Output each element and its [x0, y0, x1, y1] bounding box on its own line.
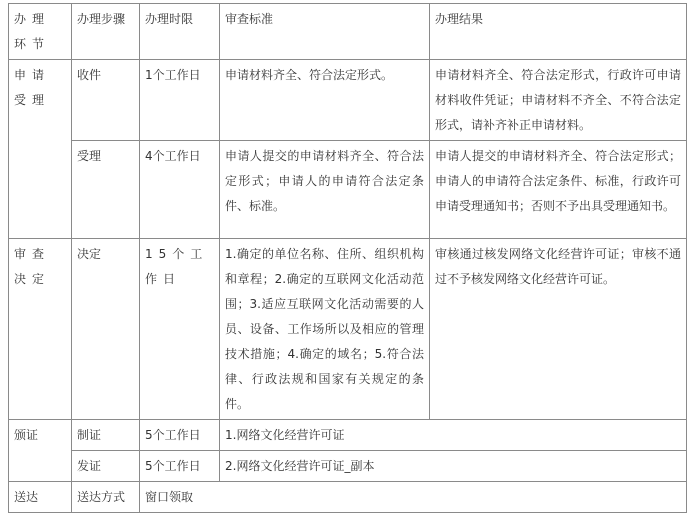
step-deliver-cert: 发证 [72, 451, 140, 482]
delivery-method-value: 窗口领取 [140, 482, 687, 513]
criteria-decide: 1.确定的单位名称、住所、组织机构和章程；2.确定的互联网文化活动范围；3.适应互联网文化活动需要的人员、设备、工作场所以及相应的管理技术措施；4.确定的域名；5.符合法律、行政法规和国家有关规定的条件。 [220, 239, 430, 420]
result-decide: 审核通过核发网络文化经营许可证；审核不通过不予核发网络文化经营许可证。 [430, 239, 687, 420]
stage-delivery: 送达 [9, 482, 72, 513]
stage-issue: 颁证 [9, 420, 72, 482]
criteria-receive: 申请材料齐全、符合法定形式。 [220, 60, 430, 141]
time-limit-deliver-cert: 5个工作日 [140, 451, 220, 482]
header-row [9, 4, 687, 60]
step-accept: 受理 [72, 141, 140, 239]
table-row [9, 141, 687, 239]
table-row [9, 482, 687, 513]
time-limit-make-cert: 5个工作日 [140, 420, 220, 451]
result-receive: 申请材料齐全、符合法定形式，行政许可申请材料收件凭证；申请材料不齐全、不符合法定形式，请补齐补正申请材料。 [430, 60, 687, 141]
step-receive: 收件 [72, 60, 140, 141]
criteria-accept: 申请人提交的申请材料齐全、符合法定形式；申请人的申请符合法定条件、标准。 [220, 141, 430, 239]
table-row [9, 420, 687, 451]
table-row [9, 239, 687, 420]
table-row [9, 60, 687, 141]
stage-application: 申请受理 [9, 60, 72, 239]
header-criteria: 审查标准 [220, 4, 430, 60]
table-row [9, 451, 687, 482]
stage-review: 审查决定 [9, 239, 72, 420]
step-decide: 决定 [72, 239, 140, 420]
header-step: 办理步骤 [72, 4, 140, 60]
header-stage: 办理环节 [9, 4, 72, 60]
procedure-table [8, 3, 687, 513]
time-limit-decide: 15个工作日 [140, 239, 220, 420]
header-result: 办理结果 [430, 4, 687, 60]
result-deliver-cert: 2.网络文化经营许可证_副本 [220, 451, 687, 482]
time-limit-receive: 1个工作日 [140, 60, 220, 141]
result-accept: 申请人提交的申请材料齐全、符合法定形式；申请人的申请符合法定条件、标准，行政许可申请受理通知书；否则不予出具受理通知书。 [430, 141, 687, 239]
header-time-limit: 办理时限 [140, 4, 220, 60]
step-make-cert: 制证 [72, 420, 140, 451]
step-delivery-method: 送达方式 [72, 482, 140, 513]
time-limit-accept: 4个工作日 [140, 141, 220, 239]
result-make-cert: 1.网络文化经营许可证 [220, 420, 687, 451]
